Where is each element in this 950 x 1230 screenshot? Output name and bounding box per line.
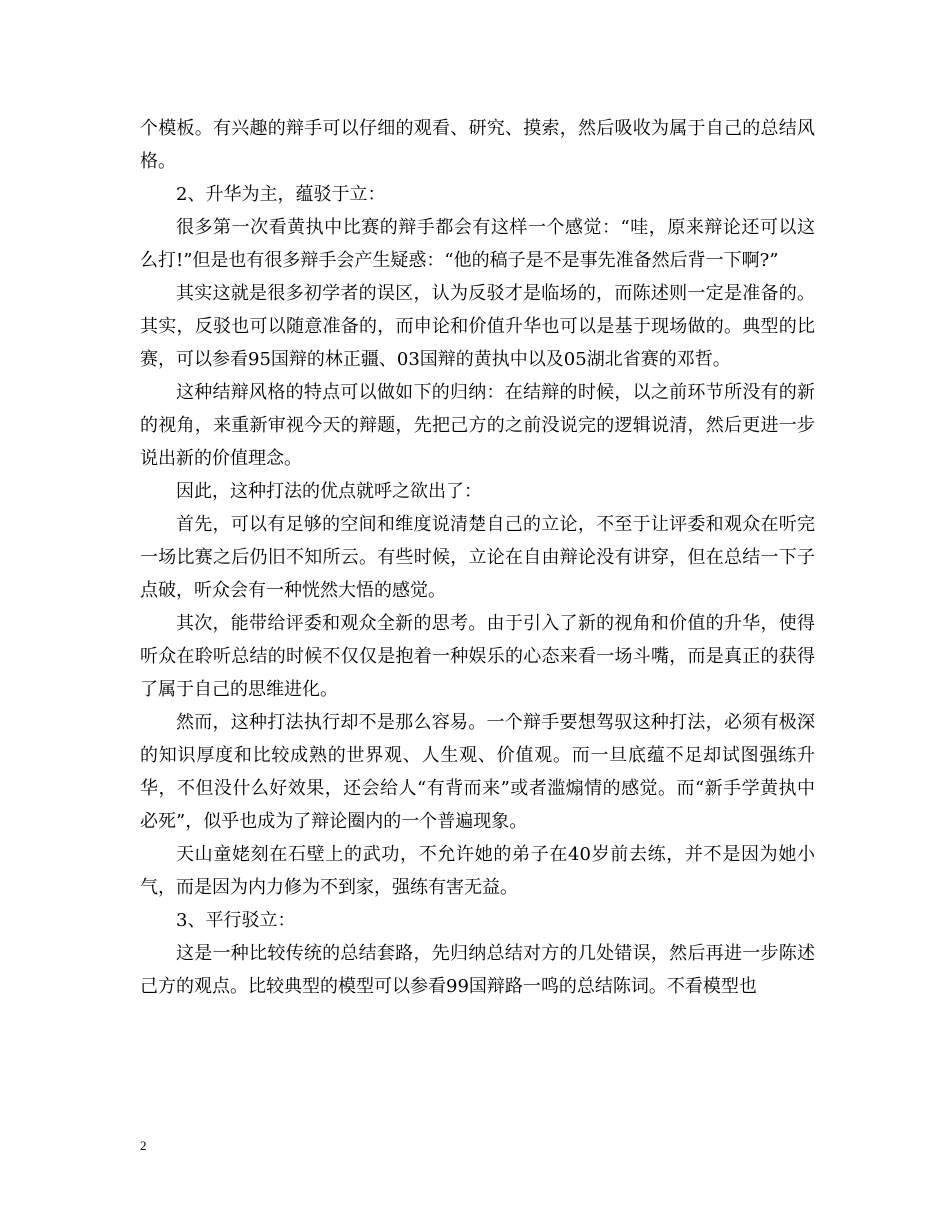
section-heading-2: 2、升华为主，蕴驳于立： xyxy=(176,184,386,205)
section-heading-3: 3、平行驳立： xyxy=(176,910,296,931)
paragraph-7: 首先，可以有足够的空间和维度说清楚自己的立论，不至于让评委和观众在听完一场比赛之后仍旧不知所云。有些时候，立论在自由辩论没有讲穿，但在总结一下子点破，听众会有一种恍然大悟的感觉。 xyxy=(140,514,815,601)
paragraph-3: 很多第一次看黄执中比赛的辩手都会有这样一个感觉：“哇，原来辩论还可以这么打!”但是也有很多辩手会产生疑惑：“他的稿子是不是事先准备然后背一下啊?” xyxy=(140,217,815,271)
document-body xyxy=(140,112,815,1003)
paragraph-12: 这是一种比较传统的总结套路，先归纳总结对方的几处错误，然后再进一步陈述己方的观点。比较典型的模型可以参看99国辩路一鸣的总结陈词。不看模型也 xyxy=(140,943,815,997)
paragraph-10: 天山童姥刻在石壁上的武功，不允许她的弟子在40岁前去练，并不是因为她小气，而是因为内力修为不到家，强练有害无益。 xyxy=(140,844,815,898)
paragraph-6: 因此，这种打法的优点就呼之欲出了： xyxy=(176,481,482,502)
paragraph-8: 其次，能带给评委和观众全新的思考。由于引入了新的视角和价值的升华，使得听众在聆听总结的时候不仅仅是抱着一种娱乐的心态来看一场斗嘴，而是真正的获得了属于自己的思维进化。 xyxy=(140,613,815,700)
paragraph-1: 个模板。有兴趣的辩手可以仔细的观看、研究、摸索，然后吸收为属于自己的总结风格。 xyxy=(140,118,815,172)
page-number: 2 xyxy=(140,1138,147,1153)
paragraph-4: 其实这就是很多初学者的误区，认为反驳才是临场的，而陈述则一定是准备的。其实，反驳也可以随意准备的，而申论和价值升华也可以是基于现场做的。典型的比赛，可以参看95国辩的林正疆、03国辩的黄执中以及05湖北省赛的邓哲。 xyxy=(140,283,815,370)
paragraph-5: 这种结辩风格的特点可以做如下的归纳：在结辩的时候，以之前环节所没有的新的视角，来重新审视今天的辩题，先把己方的之前没说完的逻辑说清，然后更进一步说出新的价值理念。 xyxy=(140,382,815,469)
paragraph-9: 然而，这种打法执行却不是那么容易。一个辩手要想驾驭这种打法，必须有极深的知识厚度和比较成熟的世界观、人生观、价值观。而一旦底蕴不足却试图强练升华，不但没什么好效果，还会给人“有背而来”或者滥煽情的感觉。而“新手学黄执中必死”，似乎也成为了辩论圈内的一个普遍现象。 xyxy=(140,712,815,832)
